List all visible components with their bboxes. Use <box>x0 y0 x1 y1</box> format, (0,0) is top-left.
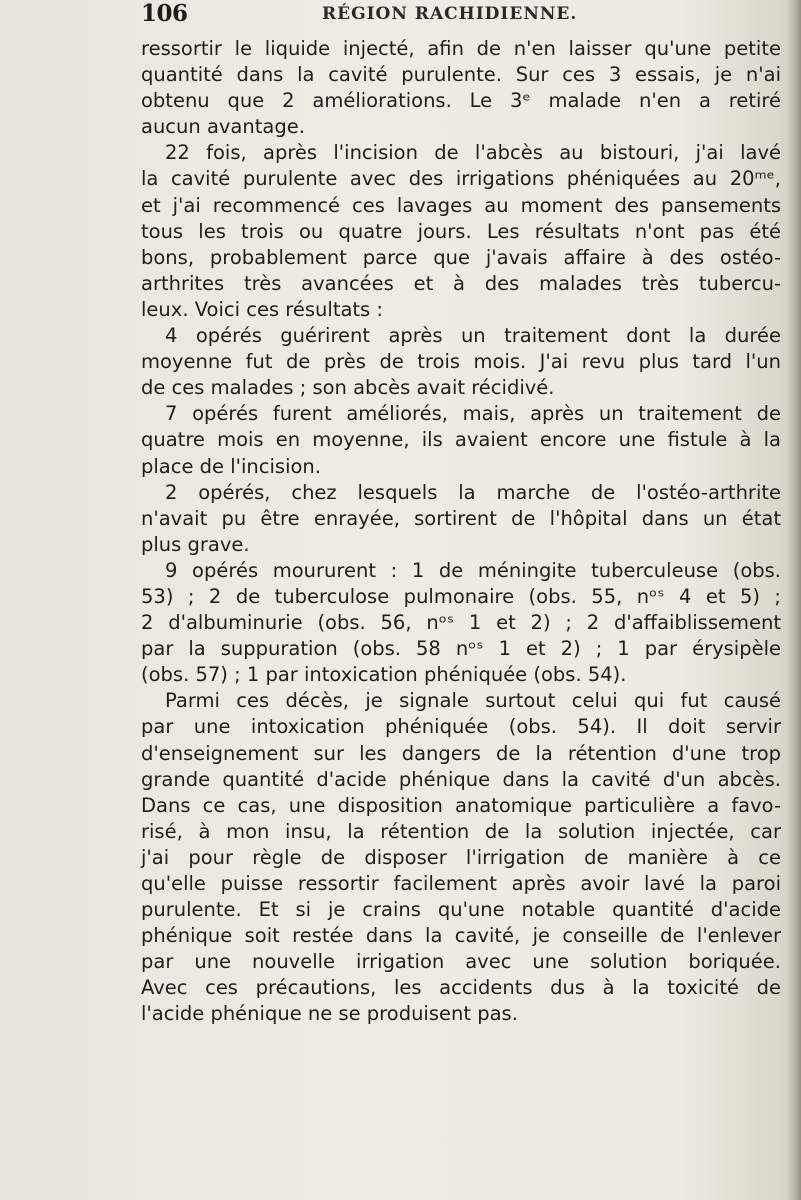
text-line: grande quantité d'acide phénique dans la cavité d'un abcès. <box>141 767 781 791</box>
text-line: d'enseignement sur les dangers de la rétention d'une trop <box>141 741 781 765</box>
text-line: aucun avantage. <box>141 115 305 139</box>
text-line: et j'ai recommencé ces lavages au moment des pansements <box>141 193 781 217</box>
text-line: ressortir le liquide injecté, afin de n'en laisser qu'une petite <box>141 37 781 60</box>
text-line: j'ai pour règle de disposer l'irrigation de manière à ce <box>141 845 781 869</box>
text-line: Parmi ces décès, je signale surtout celui qui fut causé <box>165 689 781 713</box>
text-line: moyenne fut de près de trois mois. J'ai revu plus tard l'un <box>141 350 781 374</box>
text-line: par une nouvelle irrigation avec une solution boriquée. <box>141 950 781 974</box>
text-line: 2 d'albuminurie (obs. 56, nᵒˢ 1 et 2) ; 2 d'affaiblissement <box>141 611 781 635</box>
text-line: purulente. Et si je crains qu'une notable quantité d'acide <box>141 898 781 922</box>
text-line: arthrites très avancées et à des malades très tubercu- <box>141 271 781 295</box>
text-line: tous les trois ou quatre jours. Les résultats n'ont pas été <box>141 219 781 243</box>
text-line: par la suppuration (obs. 58 nᵒˢ 1 et 2) ; 1 par érysipèle <box>141 637 781 661</box>
text-line: place de l'incision. <box>141 454 321 478</box>
page-edge-shadow <box>787 0 801 1200</box>
text-line: 22 fois, après l'incision de l'abcès au bistouri, j'ai lavé <box>165 141 781 165</box>
text-line: obtenu que 2 améliorations. Le 3ᵉ malade n'en a retiré <box>141 89 781 113</box>
text-line: leux. Voici ces résultats : <box>141 297 383 321</box>
text-line: quatre mois en moyenne, ils avaient encore une fistule à la <box>141 428 781 452</box>
text-line: 53) ; 2 de tuberculose pulmonaire (obs. 55, nᵒˢ 4 et 5) ; <box>141 584 781 608</box>
text-line: l'acide phénique ne se produisent pas. <box>141 1002 518 1026</box>
text-line: Avec ces précautions, les accidents dus à la toxicité de <box>141 976 781 1000</box>
body-text <box>141 36 781 1028</box>
text-line: par une intoxication phéniquée (obs. 54). Il doit servir <box>141 715 781 739</box>
text-line: 4 opérés guérirent après un traitement dont la durée <box>165 324 781 348</box>
text-line: de ces malades ; son abcès avait récidivé. <box>141 376 555 400</box>
text-line: la cavité purulente avec des irrigations phéniquées au 20ᵐᵉ, <box>141 167 781 191</box>
text-line: risé, à mon insu, la rétention de la solution injectée, car <box>141 819 781 843</box>
text-line: plus grave. <box>141 532 250 556</box>
text-line: 7 opérés furent améliorés, mais, après un traitement de <box>165 402 781 426</box>
text-line: quantité dans la cavité purulente. Sur ces 3 essais, je n'ai <box>141 63 781 87</box>
text-line: phénique soit restée dans la cavité, je conseille de l'enlever <box>141 924 781 948</box>
text-line: qu'elle puisse ressortir facilement après avoir lavé la paroi <box>141 872 781 895</box>
text-line: bons, probablement parce que j'avais affaire à des ostéo- <box>141 245 781 269</box>
text-line: 9 opérés moururent : 1 de méningite tuberculeuse (obs. <box>165 558 781 582</box>
text-line: n'avait pu être enrayée, sortirent de l'hôpital dans un état <box>141 506 781 530</box>
running-head: RÉGION RACHIDIENNE. <box>322 4 578 24</box>
text-line: 2 opérés, chez lesquels la marche de l'ostéo-arthrite <box>165 480 781 504</box>
text-line: Dans ce cas, une disposition anatomique particulière a favo- <box>141 793 781 817</box>
page-number: 106 <box>141 0 188 27</box>
text-line: (obs. 57) ; 1 par intoxication phéniquée (obs. 54). <box>141 663 627 687</box>
page-header <box>141 0 781 40</box>
